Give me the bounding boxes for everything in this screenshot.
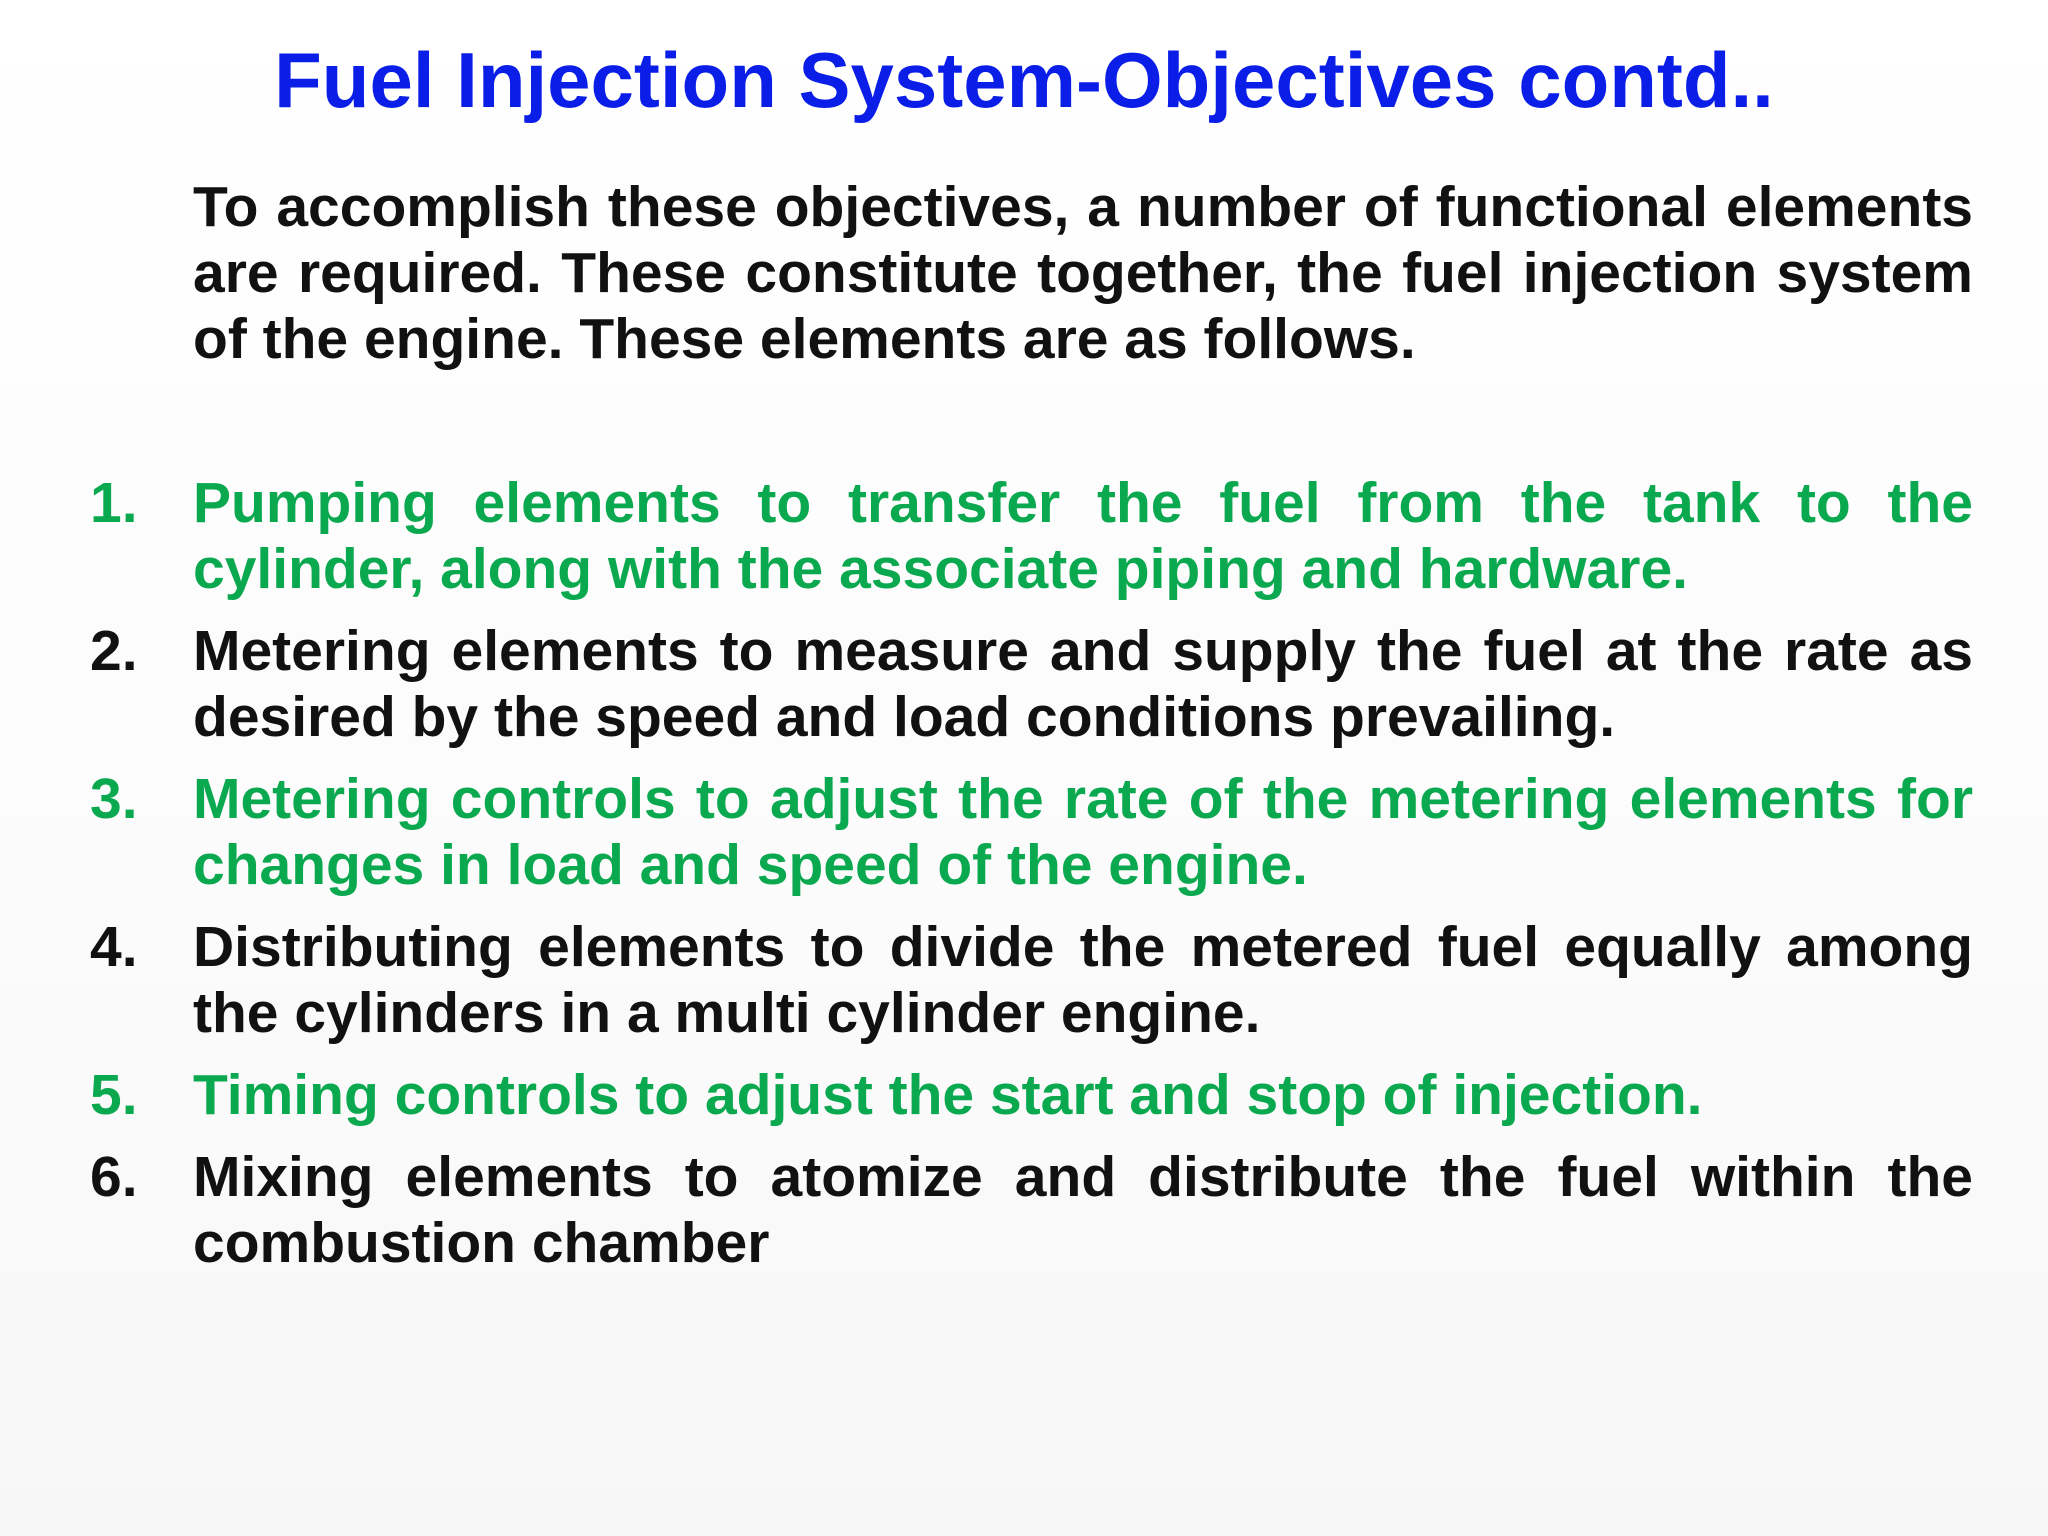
list-item: [0, 766, 1973, 898]
slide-title: Fuel Injection System-Objectives contd..: [274, 36, 1774, 124]
list-item-number: 3.: [90, 767, 138, 831]
list-item: [0, 1062, 1973, 1128]
list-item-text: Distributing elements to divide the metered fuel equally among the cylinders in a multi cylinder engine.: [193, 915, 1973, 1045]
list-item-number: 5.: [90, 1063, 138, 1127]
list-item-text: Mixing elements to atomize and distribute the fuel within the combustion chamber: [193, 1145, 1973, 1275]
list-item-number: 6.: [90, 1145, 138, 1209]
list-item-number: 2.: [90, 619, 138, 683]
list-item-text: Pumping elements to transfer the fuel from the tank to the cylinder, along with the associate piping and hardware.: [193, 471, 1973, 601]
elements-list: [0, 470, 2048, 1292]
intro-paragraph: To accomplish these objectives, a number of functional elements are required. These constitute together, the fuel injection system of the engine. These elements are as follows.: [193, 175, 1973, 371]
list-item: [0, 1144, 1973, 1276]
list-item-number: 4.: [90, 915, 138, 979]
list-item: [0, 618, 1973, 750]
list-item: [0, 470, 1973, 602]
list-item-text: Metering elements to measure and supply the fuel at the rate as desired by the speed and load conditions prevailing.: [193, 619, 1973, 749]
list-item-text: Metering controls to adjust the rate of the metering elements for changes in load and speed of the engine.: [193, 767, 1973, 897]
list-item-text: Timing controls to adjust the start and stop of injection.: [193, 1063, 1703, 1127]
list-item-number: 1.: [90, 471, 138, 535]
list-item: [0, 914, 1973, 1046]
